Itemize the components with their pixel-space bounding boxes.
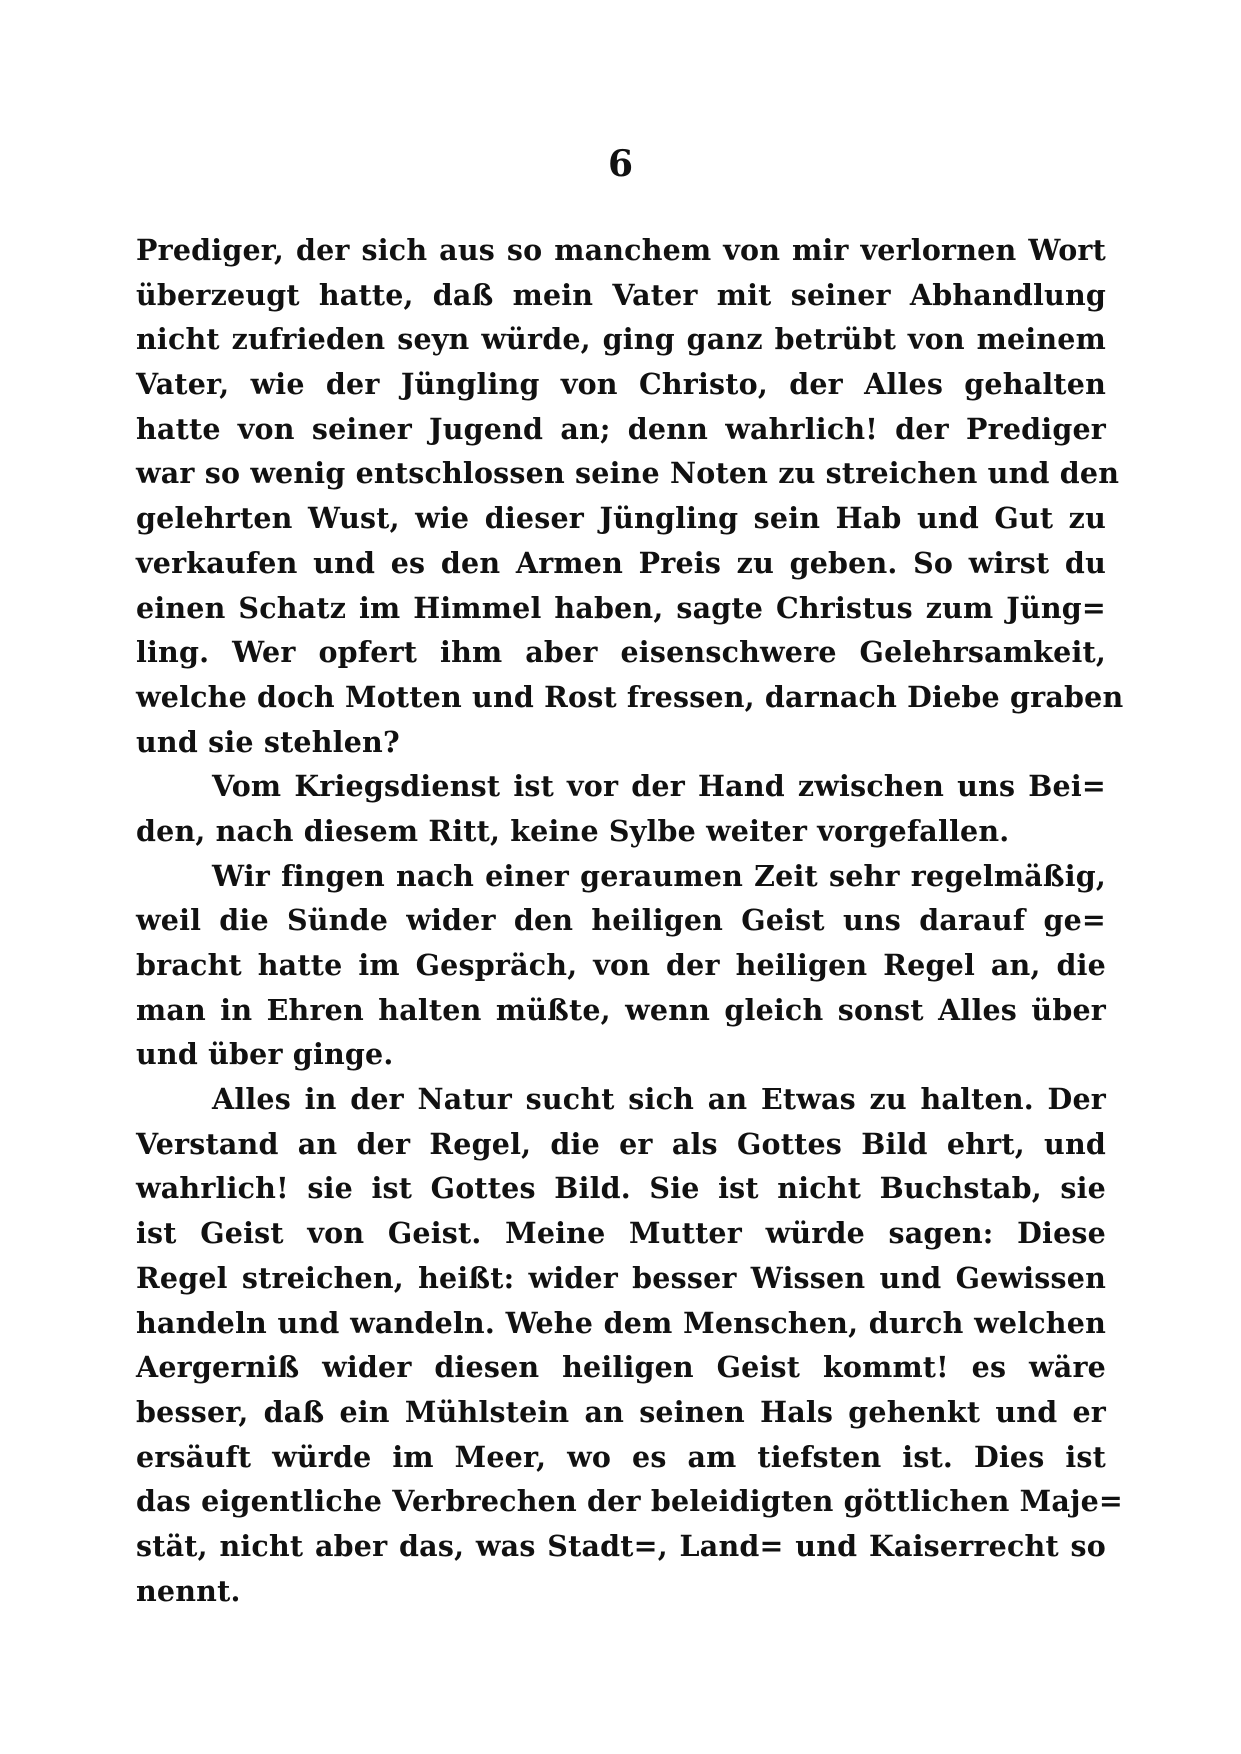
text-line: Verstand an der Regel, die er als Gottes Bild ehrt, und — [136, 1126, 1106, 1161]
text-line: und über ginge. — [136, 1037, 394, 1072]
text-line: Alles in der Natur sucht sich an Etwas zu halten. Der — [212, 1082, 1106, 1117]
text-line: besser, daß ein Mühlstein an seinen Hals gehenkt und er — [136, 1394, 1106, 1429]
text-line: Prediger, der sich aus so manchem von mir verlornen Wort — [136, 233, 1106, 267]
text-line: Regel streichen, heißt: wider besser Wissen und Gewissen — [136, 1260, 1106, 1295]
text-line: nennt. — [136, 1573, 241, 1608]
text-line: handeln und wandeln. Wehe dem Menschen, durch welchen — [136, 1305, 1106, 1340]
body-text — [136, 228, 1124, 1613]
text-line: nicht zufrieden seyn würde, ging ganz betrübt von meinem — [136, 322, 1106, 357]
text-line: Vater, wie der Jüngling von Christo, der Alles gehalten — [136, 367, 1106, 402]
text-line: Aergerniß wider diesen heiligen Geist kommt! es wäre — [136, 1350, 1106, 1385]
text-line: den, nach diesem Ritt, keine Sylbe weiter vorgefallen. — [136, 813, 1010, 848]
page-number: 6 — [607, 143, 634, 185]
text-line: einen Schatz im Himmel haben, sagte Christus zum Jüng= — [136, 590, 1106, 625]
text-line: man in Ehren halten müßte, wenn gleich sonst Alles über — [136, 992, 1106, 1027]
text-line: verkaufen und es den Armen Preis zu geben. So wirst du — [136, 545, 1106, 580]
text-line: stät, nicht aber das, was Stadt=, Land= und Kaiserrecht so — [136, 1528, 1106, 1563]
text-line: hatte von seiner Jugend an; denn wahrlich! der Prediger — [136, 411, 1106, 446]
text-line: Wir fingen nach einer geraumen Zeit sehr regelmäßig, — [212, 858, 1106, 893]
text-line: ling. Wer opfert ihm aber eisenschwere Gelehrsamkeit, — [136, 635, 1106, 670]
text-line: Vom Kriegsdienst ist vor der Hand zwischen uns Bei= — [212, 769, 1106, 804]
text-line: wahrlich! sie ist Gottes Bild. Sie ist nicht Buchstab, sie — [136, 1171, 1106, 1206]
text-line: ist Geist von Geist. Meine Mutter würde sagen: Diese — [136, 1216, 1106, 1251]
text-line: und sie stehlen? — [136, 724, 400, 759]
text-line: gelehrten Wust, wie dieser Jüngling sein Hab und Gut zu — [136, 501, 1106, 536]
text-line: überzeugt hatte, daß mein Vater mit seiner Abhandlung — [136, 277, 1106, 312]
text-line: war so wenig entschlossen seine Noten zu streichen und den — [136, 456, 1120, 491]
text-line: welche doch Motten und Rost fressen, darnach Diebe graben — [136, 679, 1124, 714]
text-line: weil die Sünde wider den heiligen Geist uns darauf ge= — [136, 903, 1106, 938]
text-line: bracht hatte im Gespräch, von der heiligen Regel an, die — [136, 948, 1106, 982]
text-line: ersäuft würde im Meer, wo es am tiefsten ist. Dies ist — [136, 1439, 1106, 1474]
text-line: das eigentliche Verbrechen der beleidigten göttlichen Maje= — [136, 1484, 1123, 1519]
